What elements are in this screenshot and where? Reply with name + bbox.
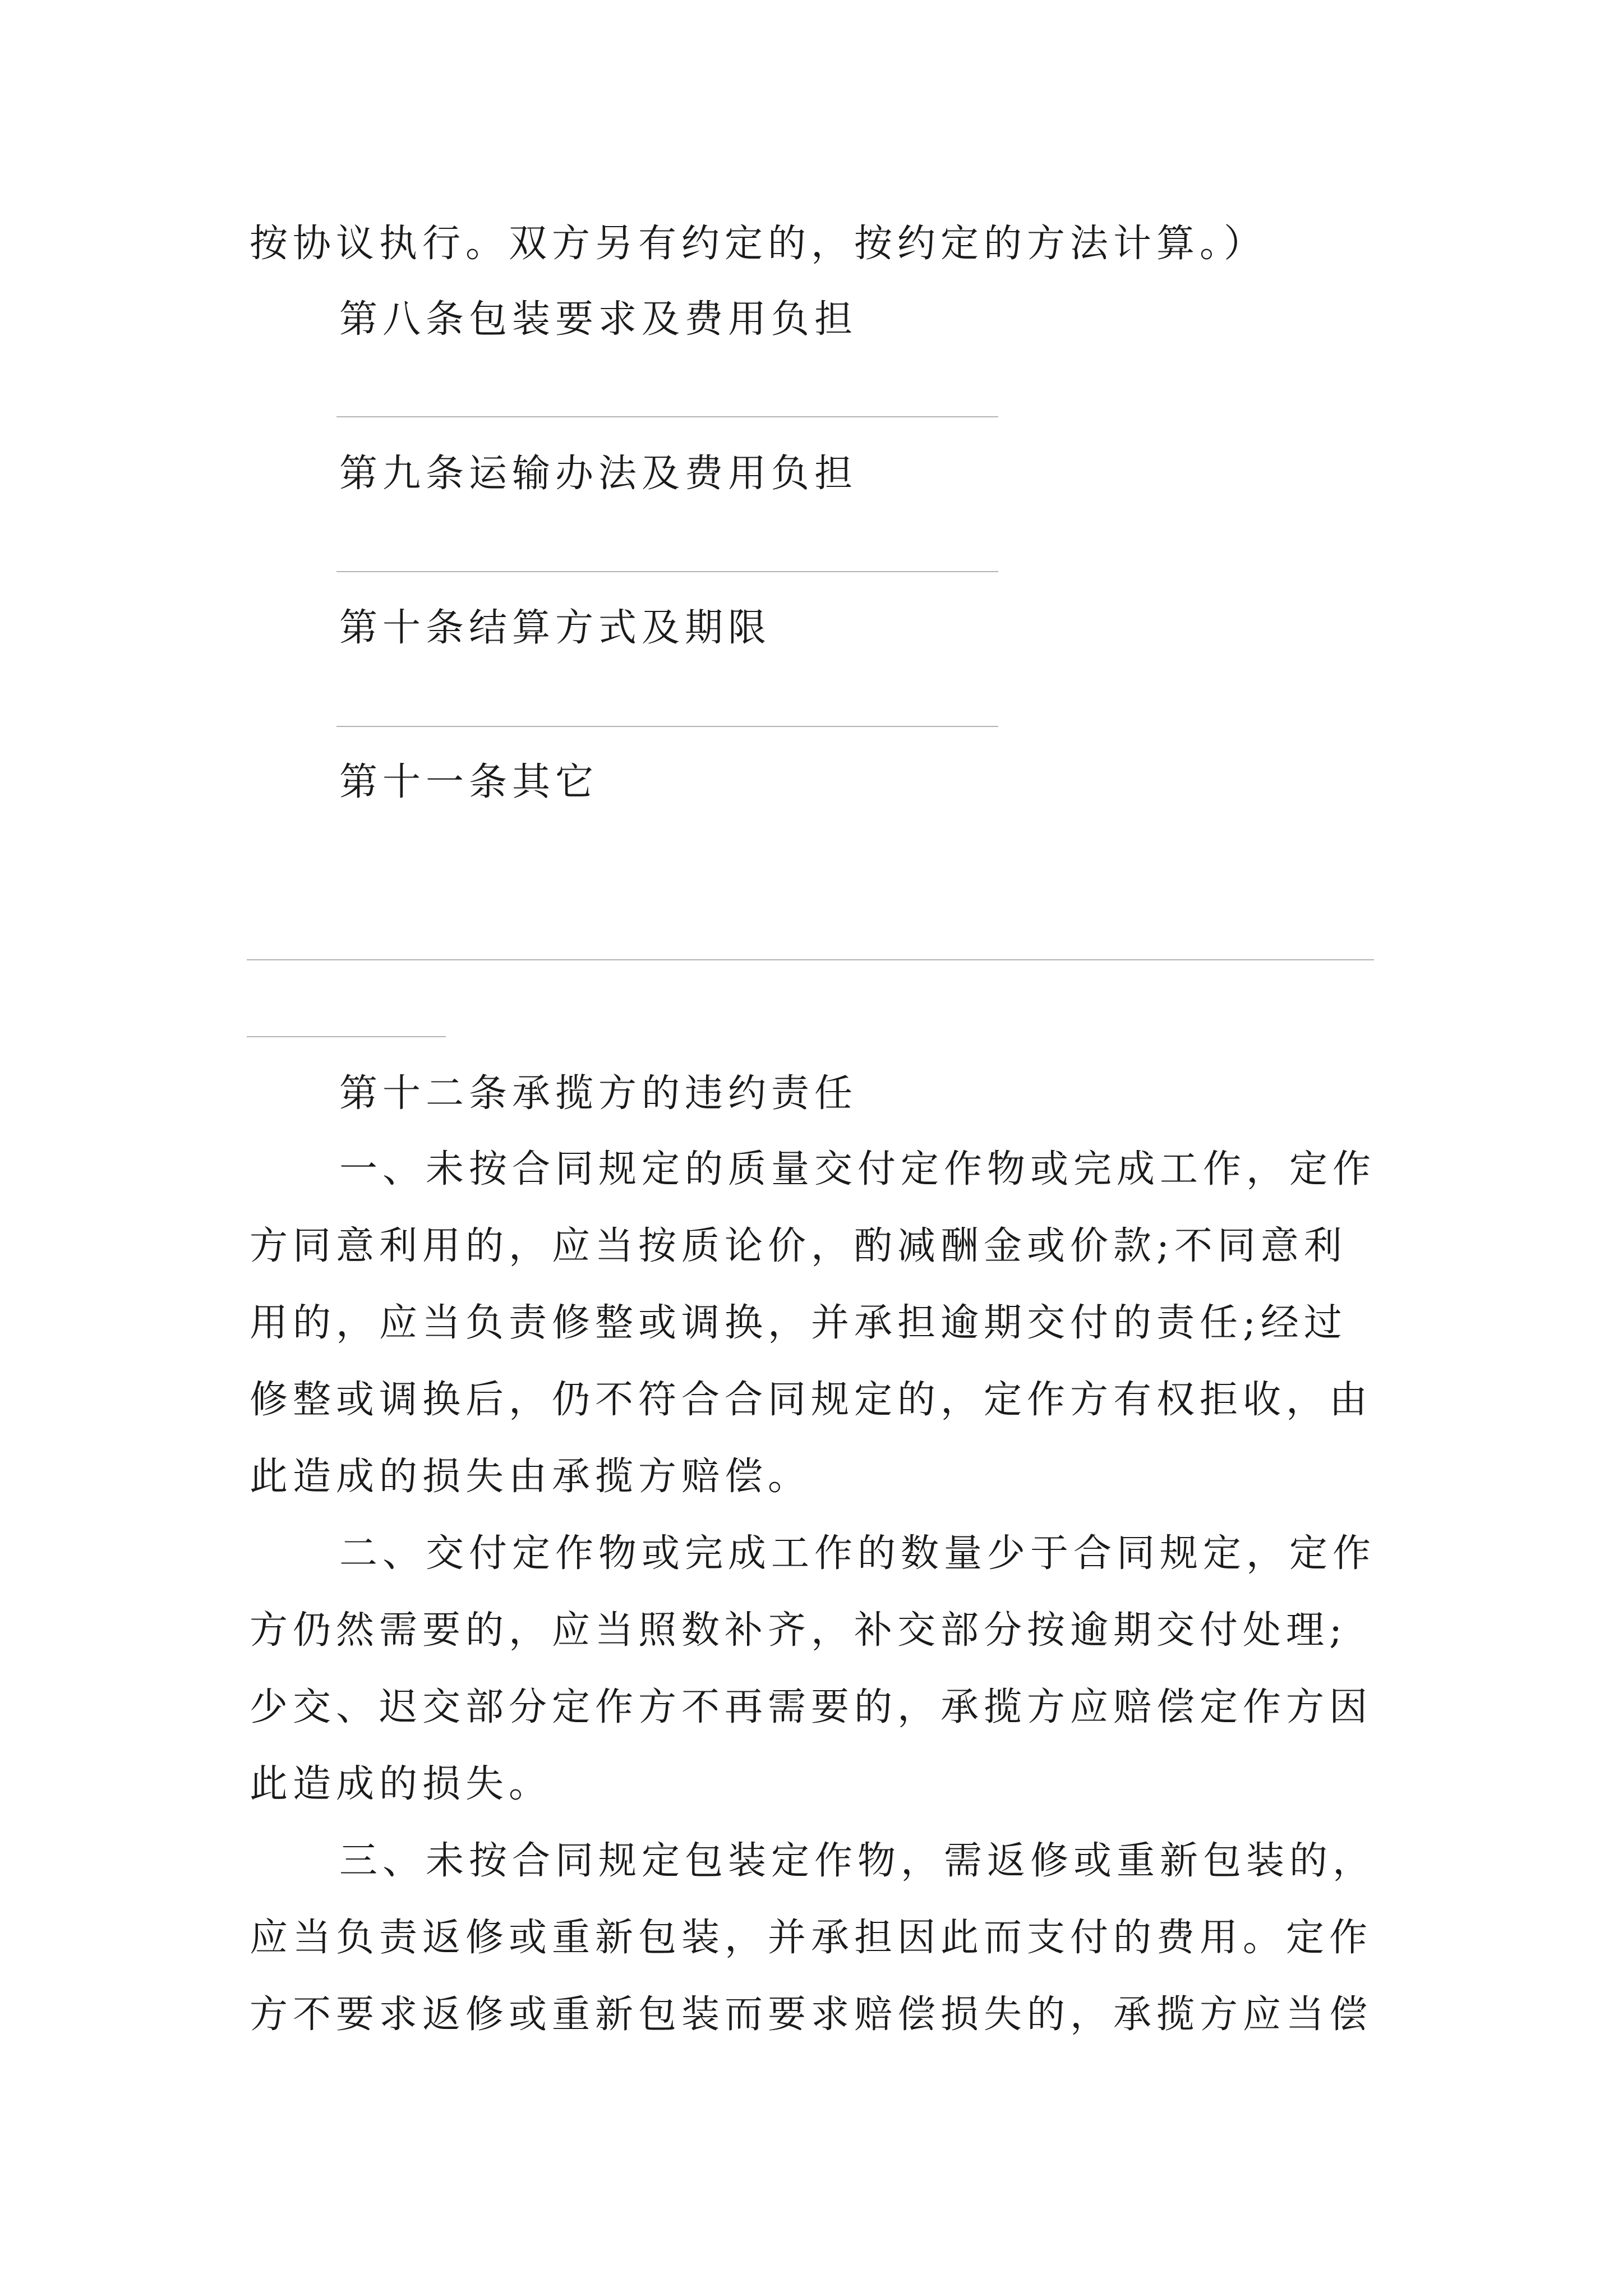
article-10-heading: 第十条结算方式及期限 bbox=[339, 606, 772, 650]
clause-1-line-3: 用的，应当负责修整或调换，并承担逾期交付的责任;经过 bbox=[250, 1301, 1347, 1345]
clause-2-line-2: 方仍然需要的，应当照数补齐，补交部分按逾期交付处理; bbox=[250, 1608, 1347, 1653]
text-line-continuation: 按协议执行。双方另有约定的，按约定的方法计算。） bbox=[250, 222, 1267, 266]
blank-fill-line-article-8 bbox=[336, 416, 998, 417]
clause-1-line-5: 此造成的损失由承揽方赔偿。 bbox=[250, 1455, 811, 1499]
blank-fill-line-article-11-a bbox=[247, 959, 1374, 960]
blank-fill-line-article-11-b bbox=[247, 1036, 446, 1037]
clause-1-line-2: 方同意利用的，应当按质论价，酌减酬金或价款;不同意利 bbox=[250, 1224, 1347, 1268]
clause-1-line-4: 修整或调换后，仍不符合合同规定的，定作方有权拒收，由 bbox=[250, 1378, 1373, 1422]
clause-3-line-3: 方不要求返修或重新包装而要求赔偿损失的，承揽方应当偿 bbox=[250, 1993, 1373, 2037]
article-12-heading: 第十二条承揽方的违约责任 bbox=[339, 1071, 858, 1116]
clause-2-line-1: 二、交付定作物或完成工作的数量少于合同规定，定作 bbox=[339, 1531, 1376, 1576]
article-9-heading: 第九条运输办法及费用负担 bbox=[339, 452, 858, 496]
clause-3-line-2: 应当负责返修或重新包装，并承担因此而支付的费用。定作 bbox=[250, 1916, 1373, 1960]
clause-2-line-4: 此造成的损失。 bbox=[250, 1762, 552, 1806]
article-8-heading: 第八条包装要求及费用负担 bbox=[339, 297, 858, 342]
blank-fill-line-article-10 bbox=[336, 726, 998, 727]
article-11-heading: 第十一条其它 bbox=[339, 760, 599, 804]
clause-1-line-1: 一、未按合同规定的质量交付定作物或完成工作，定作 bbox=[339, 1147, 1376, 1191]
clause-3-line-1: 三、未按合同规定包装定作物，需返修或重新包装的， bbox=[339, 1839, 1376, 1883]
clause-2-line-3: 少交、迟交部分定作方不再需要的，承揽方应赔偿定作方因 bbox=[250, 1685, 1373, 1729]
blank-fill-line-article-9 bbox=[336, 571, 998, 572]
